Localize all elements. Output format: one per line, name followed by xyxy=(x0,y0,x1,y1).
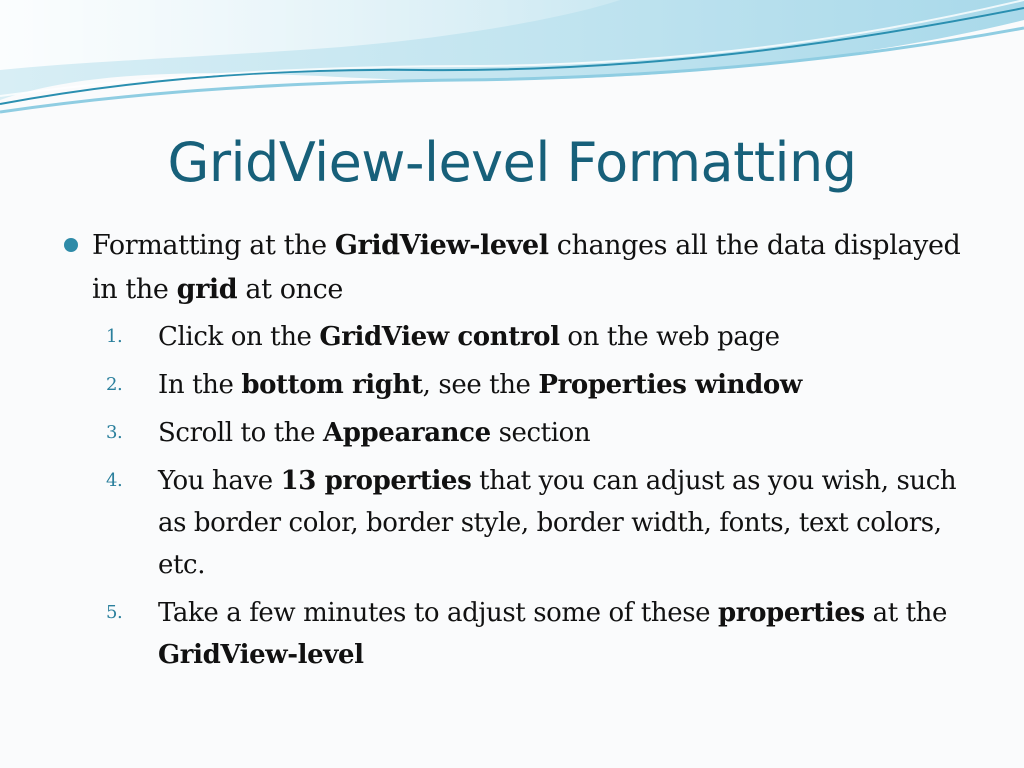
text-run: , see the xyxy=(422,370,539,400)
text-run: Formatting at the xyxy=(92,230,335,261)
step-item xyxy=(62,364,958,406)
bold-text-run: bottom right xyxy=(241,370,423,400)
step-text xyxy=(158,322,780,352)
main-bullet-text xyxy=(92,230,960,305)
step-number: 1. xyxy=(106,326,123,347)
text-run: Scroll to the xyxy=(158,418,323,448)
text-run: Click on the xyxy=(158,322,320,352)
step-item xyxy=(62,460,958,586)
text-run: at once xyxy=(237,274,343,305)
steps-list xyxy=(62,316,982,676)
main-bullet xyxy=(62,224,982,312)
step-item xyxy=(62,592,958,676)
text-run: that you can adjust as you wish, such as border color, border style, border width, fonts, text colors, etc. xyxy=(158,466,957,580)
text-run: section xyxy=(490,418,591,448)
text-run: You have xyxy=(158,466,281,496)
step-item xyxy=(62,316,958,358)
step-text xyxy=(158,418,590,448)
text-run: on the web page xyxy=(559,322,780,352)
header-wave-decoration xyxy=(0,0,1024,130)
step-text xyxy=(158,598,947,670)
bullet-dot-icon xyxy=(64,238,78,252)
step-number: 3. xyxy=(106,422,123,443)
slide-content xyxy=(62,224,982,682)
step-number: 4. xyxy=(106,470,123,491)
step-number: 5. xyxy=(106,602,123,623)
step-text xyxy=(158,466,956,580)
text-run: at the xyxy=(864,598,948,628)
bold-text-run: grid xyxy=(176,274,238,305)
text-run: Take a few minutes to adjust some of these xyxy=(158,598,719,628)
text-run: changes all the data displayed in the xyxy=(92,230,961,305)
bold-text-run: Appearance xyxy=(322,418,491,448)
bold-text-run: properties xyxy=(718,598,865,628)
bold-text-run: GridView control xyxy=(319,322,560,352)
bold-text-run: GridView-level xyxy=(334,230,549,261)
step-item xyxy=(62,412,958,454)
text-run: In the xyxy=(158,370,242,400)
bold-text-run: Properties window xyxy=(538,370,802,400)
bold-text-run: GridView-level xyxy=(158,640,364,670)
step-text xyxy=(158,370,802,400)
slide-title: GridView-level Formatting xyxy=(167,131,857,194)
bold-text-run: 13 properties xyxy=(280,466,472,496)
step-number: 2. xyxy=(106,374,123,395)
